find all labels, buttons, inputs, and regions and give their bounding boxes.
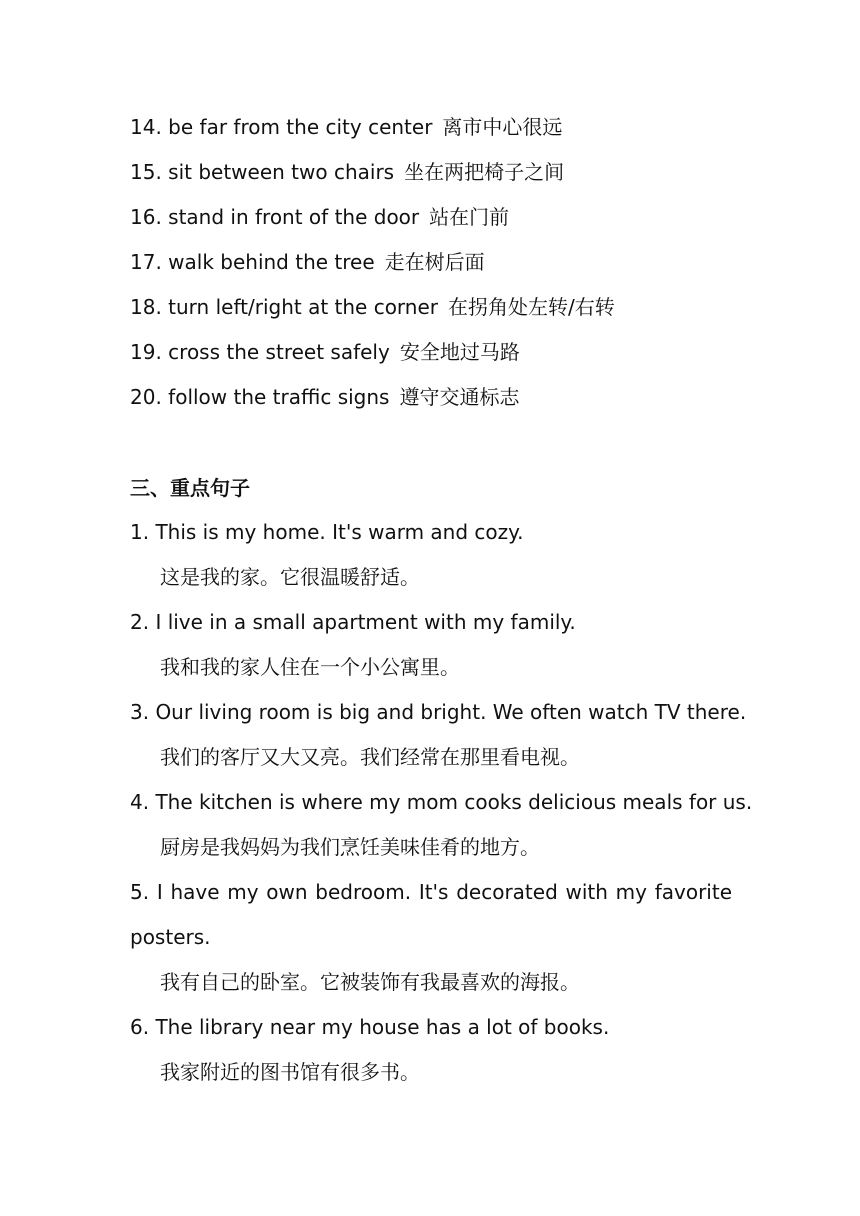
- phrase-zh: 在拐角处左转/右转: [448, 295, 615, 319]
- section-heading: 三、重点句子: [130, 476, 250, 500]
- phrase-en: 16. stand in front of the door: [130, 205, 420, 229]
- phrase-item: [130, 293, 615, 321]
- sentence-en: 3. Our living room is big and bright. We often watch TV there.: [130, 700, 747, 724]
- sentence-en: 1. This is my home. It's warm and cozy.: [130, 520, 524, 544]
- phrase-en: 19. cross the street safely: [130, 340, 390, 364]
- phrase-en: 15. sit between two chairs: [130, 160, 395, 184]
- sentence-zh: 这是我的家。它很温暖舒适。: [160, 565, 420, 589]
- sentence-en: 4. The kitchen is where my mom cooks delicious meals for us.: [130, 790, 753, 814]
- phrase-en: 17. walk behind the tree: [130, 250, 375, 274]
- phrase-en: 18. turn left/right at the corner: [130, 295, 439, 319]
- sentence-en: 6. The library near my house has a lot of books.: [130, 1015, 610, 1039]
- phrase-zh: 遵守交通标志: [399, 385, 520, 409]
- sentence-zh: 我有自己的卧室。它被装饰有我最喜欢的海报。: [160, 970, 580, 994]
- phrase-en: 14. be far from the city center: [130, 115, 433, 139]
- phrase-zh: 走在树后面: [384, 250, 485, 274]
- phrase-zh: 安全地过马路: [399, 340, 520, 364]
- sentence-en-continued: posters.: [130, 925, 211, 949]
- sentence-zh: 我和我的家人住在一个小公寓里。: [160, 655, 460, 679]
- phrase-zh: 坐在两把椅子之间: [404, 160, 565, 184]
- phrase-item: [130, 158, 564, 186]
- phrase-item: [130, 248, 485, 276]
- phrase-en: 20. follow the traffic signs: [130, 385, 390, 409]
- phrase-item: [130, 383, 519, 411]
- sentence-en: 5. I have my own bedroom. It's decorated with my favorite: [130, 880, 732, 904]
- phrase-zh: 站在门前: [429, 205, 510, 229]
- phrase-item: [130, 203, 509, 231]
- sentence-zh: 厨房是我妈妈为我们烹饪美味佳肴的地方。: [160, 835, 540, 859]
- sentence-zh: 我家附近的图书馆有很多书。: [160, 1060, 420, 1084]
- phrase-item: [130, 113, 562, 141]
- phrase-item: [130, 338, 520, 366]
- sentence-zh: 我们的客厅又大又亮。我们经常在那里看电视。: [160, 745, 580, 769]
- phrase-zh: 离市中心很远: [442, 115, 563, 139]
- sentence-en: 2. I live in a small apartment with my family.: [130, 610, 576, 634]
